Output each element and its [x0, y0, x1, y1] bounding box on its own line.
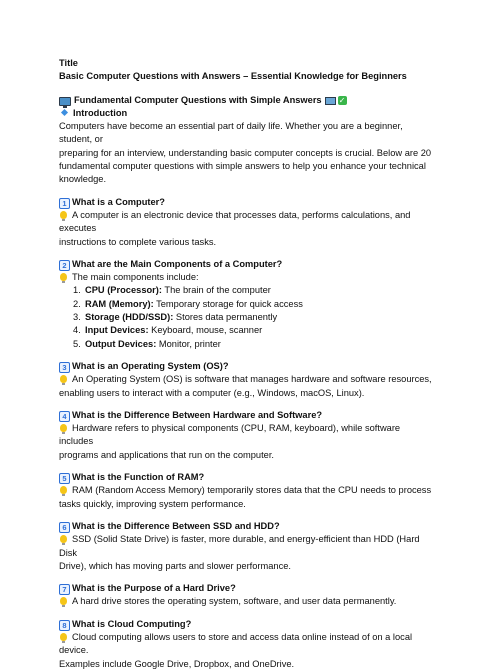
- list-desc: Monitor, printer: [156, 338, 221, 349]
- question-block: [59, 258, 435, 351]
- number-keycap-icon: 3: [59, 362, 70, 373]
- desktop-computer-icon: [59, 97, 71, 106]
- intro-paragraph: [59, 120, 435, 186]
- answer-line: [59, 422, 435, 449]
- check-mark-icon: ✓: [338, 95, 346, 105]
- intro-line: Computers have become an essential part of daily life. Whether you are a beginner, student, or: [59, 121, 403, 145]
- light-bulb-icon: [60, 211, 67, 219]
- question-heading: [59, 618, 435, 631]
- list-item: [59, 338, 435, 351]
- intro-heading-row: [59, 107, 435, 120]
- light-bulb-icon: [60, 375, 67, 383]
- answer-line: [59, 271, 435, 284]
- question-heading: [59, 196, 435, 209]
- light-bulb-icon: [60, 535, 67, 543]
- answer-text: RAM (Random Access Memory) temporarily stores data that the CPU needs to process: [72, 485, 432, 496]
- list-number: 1.: [73, 285, 81, 296]
- intro-heading: Introduction: [73, 107, 128, 118]
- list-desc: The brain of the computer: [161, 285, 271, 296]
- question-text: What is the Difference Between SSD and HDD?: [72, 520, 280, 531]
- title-label: Title: [59, 58, 78, 68]
- intro-line: preparing for an interview, understanding basic computer concepts is crucial. Below are 20: [59, 147, 432, 158]
- question-heading: [59, 582, 435, 595]
- question-block: [59, 360, 435, 400]
- answer-line: programs and applications that run on the computer.: [59, 449, 274, 460]
- number-keycap-icon: 6: [59, 522, 70, 533]
- list-number: 2.: [73, 298, 81, 309]
- question-text: What is Cloud Computing?: [72, 618, 192, 629]
- components-list: [59, 284, 435, 350]
- list-term: Output Devices:: [85, 338, 157, 349]
- list-item: [59, 324, 435, 337]
- answer-line: [59, 631, 435, 658]
- answer-line: enabling users to interact with a computer (e.g., Windows, macOS, Linux).: [59, 387, 365, 398]
- light-bulb-icon: [60, 424, 67, 432]
- list-number: 3.: [73, 312, 81, 323]
- intro-line: knowledge.: [59, 174, 107, 185]
- blue-diamond-icon: [61, 109, 68, 116]
- list-number: 5.: [73, 338, 81, 349]
- answer-line: [59, 484, 435, 497]
- list-term: Input Devices:: [85, 325, 149, 336]
- answer-line: tasks quickly, improving system performance.: [59, 498, 246, 509]
- list-item: [59, 284, 435, 297]
- answer-line: [59, 209, 435, 236]
- laptop-icon: [325, 97, 336, 105]
- question-block: [59, 409, 435, 462]
- answer-line: [59, 533, 435, 560]
- answer-line: Drive), which has moving parts and slower performance.: [59, 560, 291, 571]
- question-heading: [59, 409, 435, 422]
- question-block: [59, 520, 435, 573]
- answer-text: A hard drive stores the operating system, software, and user data permanently.: [72, 596, 397, 607]
- question-text: What is an Operating System (OS)?: [72, 360, 229, 371]
- list-number: 4.: [73, 325, 81, 336]
- answer-line: Examples include Google Drive, Dropbox, and OneDrive.: [59, 658, 295, 669]
- question-block: [59, 618, 435, 671]
- number-keycap-icon: 4: [59, 411, 70, 422]
- list-item: [59, 298, 435, 311]
- question-block: [59, 582, 435, 609]
- question-heading: [59, 520, 435, 533]
- number-keycap-icon: 1: [59, 198, 70, 209]
- answer-line: [59, 595, 435, 608]
- section-heading: Fundamental Computer Questions with Simple Answers: [74, 94, 322, 105]
- intro-line: fundamental computer questions with simple answers to help you enhance your technical: [59, 161, 426, 172]
- light-bulb-icon: [60, 486, 67, 494]
- list-term: RAM (Memory):: [85, 298, 154, 309]
- question-heading: [59, 258, 435, 271]
- answer-text: Hardware refers to physical components (CPU, RAM, keyboard), while software includes: [59, 423, 401, 447]
- light-bulb-icon: [60, 273, 67, 281]
- number-keycap-icon: 7: [59, 584, 70, 595]
- document-title: Basic Computer Questions with Answers – Essential Knowledge for Beginners: [59, 71, 407, 82]
- list-term: Storage (HDD/SSD):: [85, 312, 174, 323]
- answer-text: The main components include:: [72, 272, 199, 283]
- list-desc: Stores data permanently: [173, 312, 278, 323]
- number-keycap-icon: 5: [59, 473, 70, 484]
- question-heading: [59, 471, 435, 484]
- answer-text: Cloud computing allows users to store and access data online instead of on a local device.: [59, 631, 413, 656]
- question-text: What are the Main Components of a Computer?: [72, 258, 283, 269]
- section-heading-row: [59, 94, 435, 107]
- question-text: What is the Function of RAM?: [72, 472, 205, 483]
- question-text: What is a Computer?: [72, 196, 165, 207]
- answer-text: An Operating System (OS) is software that manages hardware and software resources,: [72, 374, 432, 385]
- answer-line: instructions to complete various tasks.: [59, 236, 217, 247]
- question-heading: [59, 360, 435, 373]
- question-text: What is the Difference Between Hardware and Software?: [72, 409, 323, 420]
- question-text: What is the Purpose of a Hard Drive?: [72, 583, 236, 594]
- answer-text: A computer is an electronic device that processes data, performs calculations, and executes: [59, 209, 411, 234]
- list-term: CPU (Processor):: [85, 285, 162, 296]
- answer-line: [59, 373, 435, 386]
- number-keycap-icon: 2: [59, 260, 70, 271]
- list-item: [59, 311, 435, 324]
- question-block: [59, 471, 435, 511]
- number-keycap-icon: 8: [59, 620, 70, 631]
- answer-text: SSD (Solid State Drive) is faster, more durable, and energy-efficient than HDD (Hard Disk: [59, 534, 420, 558]
- light-bulb-icon: [60, 597, 67, 605]
- question-block: [59, 196, 435, 249]
- list-desc: Keyboard, mouse, scanner: [148, 325, 263, 336]
- list-desc: Temporary storage for quick access: [153, 298, 303, 309]
